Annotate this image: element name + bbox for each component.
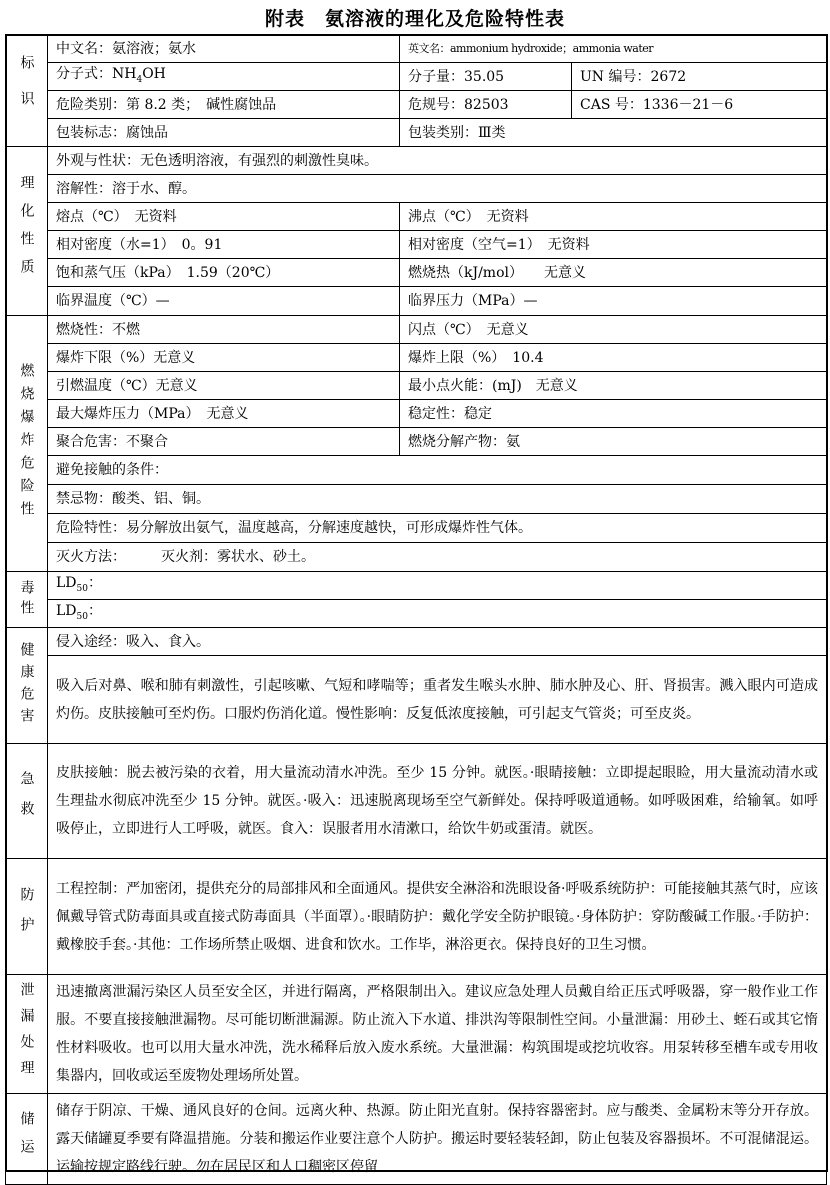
stability-cell: 稳定性：稳定 [400, 400, 827, 428]
cn-name-cell: 中文名：氨溶液；氨水 [48, 35, 400, 63]
pack-class-cell: 包装类别：Ⅲ类 [400, 119, 827, 147]
max-pressure-cell: 最大爆炸压力（MPa） 无意义 [48, 400, 400, 428]
en-name-cell: 英文名：ammonium hydroxide；ammonia water [400, 35, 827, 63]
table-row [6, 372, 827, 400]
formula-prefix: 分子式：NH [56, 65, 137, 82]
hazard-class-cell: 危险类别：第 8.2 类； 碱性腐蚀品 [48, 91, 400, 119]
hazard-property-cell: 危险特性：易分解放出氨气，温度越高，分解速度越快，可形成爆炸性气体。 [48, 514, 827, 543]
section-label-identity: 标识 [6, 35, 48, 147]
uel-cell: 爆炸上限（%） 10.4 [400, 344, 827, 372]
decomposition-cell: 燃烧分解产物：氨 [400, 428, 827, 456]
section-label-leak: 泄漏处理 [6, 975, 48, 1094]
ld50-cell [48, 572, 827, 600]
extinguish-cell: 灭火方法： 灭火剂：雾状水、砂土。 [48, 543, 827, 572]
table-row [6, 231, 827, 259]
table-row [6, 572, 827, 600]
ld50-cell [48, 600, 827, 628]
leak-handling-cell: 迅速撤离泄漏污染区人员至安全区，并进行隔离，严格限制出入。建议应急处理人员戴自给正压式呼吸器，穿一般作业工作服。不要直接接触泄漏物。尽可能切断泄漏源。防止流入下水道、排洪沟等限制性空间。小量泄漏：用砂土、蛭石或其它惰性材料吸收。也可以用大量水冲洗，洗水稀释后放入废水系统。大量泄漏：构筑围堤或挖坑收容。用泵转移至槽车或专用收集器内，回收或运至废物处理场所处置。 [48, 975, 827, 1094]
hazard-number-cell: 危规号：82503 [400, 91, 572, 119]
ld-subscript: 50 [76, 611, 88, 622]
table-row [6, 656, 827, 744]
table-row [6, 628, 827, 656]
avoid-conditions-cell: 避免接触的条件： [48, 456, 827, 485]
heat-combustion-cell: 燃烧热（kJ/mol） 无意义 [400, 259, 827, 287]
table-row [6, 975, 827, 1094]
solubility-cell: 溶解性：溶于水、醇。 [48, 175, 827, 203]
section-label-health: 健康危害 [6, 628, 48, 744]
polymerization-cell: 聚合危害：不聚合 [48, 428, 400, 456]
flash-point-cell: 闪点（℃） 无意义 [400, 316, 827, 344]
section-label-protection: 防护 [6, 859, 48, 975]
ld-subscript: 50 [76, 583, 88, 594]
table-row [6, 744, 827, 859]
property-table [5, 34, 827, 1185]
table-row [6, 287, 827, 316]
table-row [6, 456, 827, 485]
cas-number-cell: CAS 号：1336－21－6 [572, 91, 827, 119]
section-label-toxicity: 毒性 [6, 572, 48, 628]
health-effects-cell: 吸入后对鼻、喉和肺有刺激性，引起咳嗽、气短和哮喘等；重者发生喉头水肿、肺水肿及心、肝、肾损害。溅入眼内可造成灼伤。皮肤接触可至灼伤。口服灼伤消化道。慢性影响：反复低浓度接触，可引起支气管炎；可至皮炎。 [48, 656, 827, 744]
table-row [6, 485, 827, 514]
ld-suffix: ： [87, 602, 102, 619]
page-title: 附表 氨溶液的理化及危险特性表 [264, 8, 565, 30]
section-label-storage: 储运 [6, 1094, 48, 1185]
table-row [6, 119, 827, 147]
formula-subscript: 4 [136, 74, 143, 85]
protection-cell: 工程控制：严加密闭，提供充分的局部排风和全面通风。提供安全淋浴和洗眼设备·呼吸系统防护：可能接触其蒸气时，应该佩戴导管式防毒面具或直接式防毒面具（半面罩）。·眼睛防护：戴化学安全防护眼镜。·身体防护：穿防酸碱工作服。·手防护：戴橡胶手套。·其他：工作场所禁止吸烟、进食和饮水。工作毕，淋浴更衣。保持良好的卫生习惯。 [48, 859, 827, 975]
table-row [6, 859, 827, 975]
storage-cell: 储存于阴凉、干燥、通风良好的仓间。远离火种、热源。防止阳光直射。保持容器密封。应与酸类、金属粉末等分开存放。露天储罐夏季要有降温措施。分装和搬运作业要注意个人防护。搬运时要轻装轻卸，防止包装及容器损坏。不可混储混运。运输按规定路线行驶。勿在居民区和人口稠密区停留 [48, 1094, 827, 1185]
lel-cell: 爆炸下限（%）无意义 [48, 344, 400, 372]
density-water-cell: 相对密度（水=1） 0。91 [48, 231, 400, 259]
ld-suffix: ： [87, 574, 102, 591]
table-row [6, 316, 827, 344]
critical-pressure-cell: 临界压力（MPa）— [400, 287, 827, 316]
pack-mark-cell: 包装标志：腐蚀品 [48, 119, 400, 147]
ignition-temp-cell: 引燃温度（℃）无意义 [48, 372, 400, 400]
table-row [6, 91, 827, 119]
table-row [6, 35, 827, 63]
molecular-weight-cell: 分子量：35.05 [400, 63, 572, 91]
section-label-fire: 燃烧爆炸危险性 [6, 316, 48, 572]
table-row [6, 259, 827, 287]
vapor-pressure-cell: 饱和蒸气压（kPa） 1.59（20℃） [48, 259, 400, 287]
table-row [6, 543, 827, 572]
density-air-cell: 相对密度（空气=1） 无资料 [400, 231, 827, 259]
formula-suffix: OH [142, 65, 166, 82]
un-number-cell: UN 编号：2672 [572, 63, 827, 91]
table-row [6, 400, 827, 428]
section-label-physchem: 理化性质 [6, 147, 48, 316]
appearance-cell: 外观与性状：无色透明溶液，有强烈的刺激性臭味。 [48, 147, 827, 175]
table-row [6, 428, 827, 456]
table-row [6, 63, 827, 91]
critical-temp-cell: 临界温度（℃）— [48, 287, 400, 316]
formula-cell [48, 63, 400, 91]
first-aid-cell: 皮肤接触：脱去被污染的衣着，用大量流动清水冲洗。至少 15 分钟。就医。·眼睛接触：立即提起眼睑，用大量流动清水或生理盐水彻底冲洗至少 15 分钟。就医。·吸入：迅速脱离现场至空气新鲜处。保持呼吸道通畅。如呼吸困难，给输氧。如呼吸停止，立即进行人工呼吸，就医。食入：误服者用水清漱口，给饮牛奶或蛋清。就医。 [48, 744, 827, 859]
table-row [6, 1094, 827, 1185]
ld-prefix: LD [56, 602, 77, 619]
table-row [6, 147, 827, 175]
table-row [6, 175, 827, 203]
table-row [6, 600, 827, 628]
table-row [6, 514, 827, 543]
table-row [6, 344, 827, 372]
melting-point-cell: 熔点（℃） 无资料 [48, 203, 400, 231]
flammability-cell: 燃烧性：不燃 [48, 316, 400, 344]
exposure-route-cell: 侵入途经：吸入、食入。 [48, 628, 827, 656]
ld-prefix: LD [56, 574, 77, 591]
table-row [6, 203, 827, 231]
min-ignition-energy-cell: 最小点火能：(mJ) 无意义 [400, 372, 827, 400]
incompatible-cell: 禁忌物：酸类、铝、铜。 [48, 485, 827, 514]
section-label-firstaid: 急救 [6, 744, 48, 859]
boiling-point-cell: 沸点（℃） 无资料 [400, 203, 827, 231]
